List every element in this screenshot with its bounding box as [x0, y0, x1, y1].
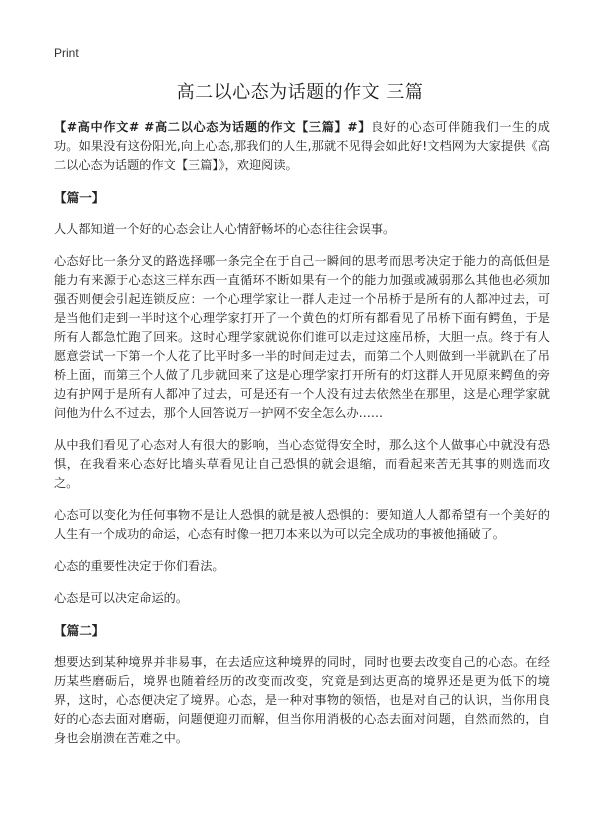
section2-paragraph-1: 想要达到某种境界并非易事，在去适应这种境界的同时，同时也要去改变自己的心态。在经历某些磨砺后，境界也随着经历的改变而改变，究竟是到达更高的境界还是更为低下的境界，这时，心态便决定了境界。心态，是一种对事物的领悟，也是对自己的认识，当你用良好的心态去面对磨砺，问题便迎刃而解，但当你用消极的心态去面对问题，自然而然的，自身也会崩溃在苦难之中。	[54, 655, 550, 745]
section1-paragraph-4: 心态可以变化为任何事物不是让人恐惧的就是被人恐惧的：要知道人人都希望有一个美好的人生有一个成功的命运，心态有时像一把刀本来以为可以完全成功的事被他捅破了。	[54, 508, 550, 541]
section1-paragraph-3: 从中我们看见了心态对人有很大的影响，当心态觉得安全时，那么这个人做事心中就没有恐惧，在我看来心态好比墙头草看见让自己恐惧的就会退缩，而看起来苦无其事的则选而攻之。	[54, 438, 550, 490]
article-body	[54, 118, 550, 761]
intro-text: 良好的心态可伴随我们一生的成功。如果没有这份阳光,向上心态,那我们的人生,那就不见得会如此好!文档网为大家提供《高二以心态为话题的作文【三篇】》，欢迎阅读。	[54, 120, 550, 172]
section1-paragraph-6: 心态是可以决定命运的。	[54, 591, 189, 605]
section-heading-1: 【篇一】	[54, 190, 105, 205]
print-label: Print	[54, 46, 79, 60]
section1-paragraph-1: 人人都知道一个好的心态会让人心情舒畅坏的心态往往会误事。	[54, 222, 396, 236]
section1-paragraph-2: 心态好比一条分叉的路选择哪一条完全在于自己一瞬间的思考而思考决定于能力的高低但是能力有来源于心态这三样东西一直循环不断如果有一个的能力加强或减弱那么其他也必须加强否则便会引起连锁反应：一个心理学家让一群人走过一个吊桥于是所有的人都冲过去，可是当他们走到一半时这个心理学家打开了一个黄色的灯所有都看见了吊桥下面有鳄鱼，于是所有人都急忙跑了回来。这时心理学家就说你们谁可以走过这座吊桥，大胆一点。终于有人愿意尝试一下第一个人花了比平时多一半的时间走过去，而第二个人则做到一半就趴在了吊桥上面，而第三个人做了几步就回来了这是心理学家打开所有的灯这群人开见原来鳄鱼的旁边有护网于是所有人都冲了过去，可是还有一个人没有过去依然坐在那里，这是心理学家就问他为什么不过去，那个人回答说万一护网不安全怎么办……	[54, 254, 550, 420]
intro-paragraph	[54, 118, 550, 175]
section1-paragraph-5: 心态的重要性决定于你们看法。	[54, 559, 225, 573]
section-heading-2: 【篇二】	[54, 623, 105, 638]
page-title: 高二以心态为话题的作文 三篇	[176, 82, 424, 103]
intro-tag: 【#高中作文# #高二以心态为话题的作文【三篇】#】	[54, 120, 372, 134]
